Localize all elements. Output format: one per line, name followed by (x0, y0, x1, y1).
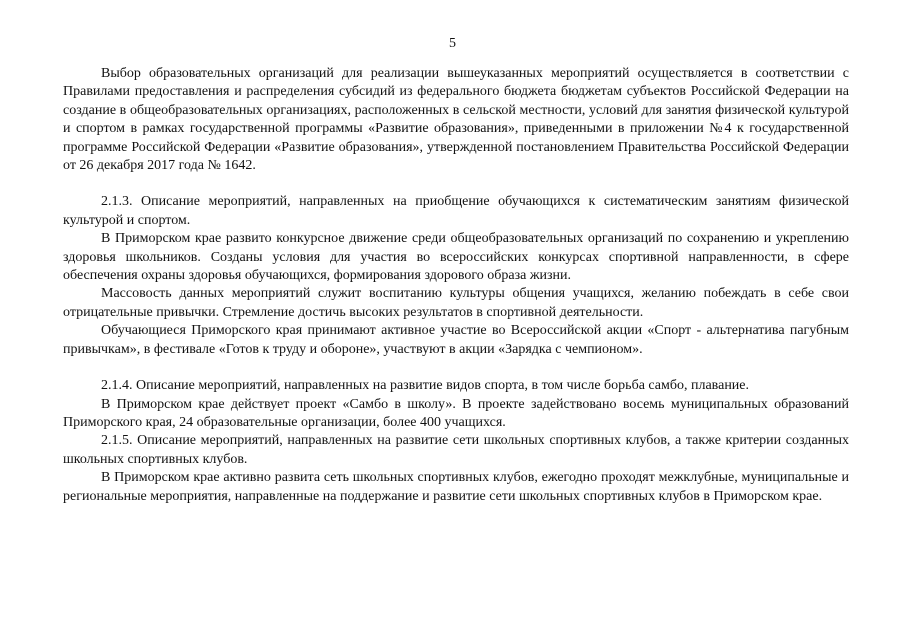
page-number: 5 (449, 36, 456, 51)
paragraph-sambo-project: В Приморском крае действует проект «Самбо в школу». В проекте задействовано восемь муниципальных образований Приморского края, 24 образовательные организации, более 400 учащихся. (63, 396, 849, 430)
section-heading-2-1-3: 2.1.3. Описание мероприятий, направленных на приобщение обучающихся к систематическим занятиям физической культурой и спортом. (63, 194, 849, 228)
section-heading-2-1-5: 2.1.5. Описание мероприятий, направленных на развитие сети школьных спортивных клубов, а также критерии созданных школьных спортивных клубов. (63, 433, 849, 467)
paragraph-selection-organizations: Выбор образовательных организаций для реализации вышеуказанных мероприятий осуществляется в соответствии с Правилами предоставления и распределения субсидий из федерального бюджета бюджетам субъектов Российской Федерации на создание в общеобразовательных организациях, расположенных в сельской местности, условий для занятия физической культурой и спортом в рамках государственной программы «Развитие образования», приведенными в приложении №4 к государственной программе Российской Федерации «Развитие образования», утвержденной постановлением Правительства Российской Федерации от 26 декабря 2017 года № 1642. (63, 66, 849, 174)
paragraph-mass-events: Массовость данных мероприятий служит воспитанию культуры общения учащихся, желанию побеждать в себе свои отрицательные привычки. Стремление достичь высоких результатов в спортивной деятельности. (63, 286, 849, 320)
paragraph-gap (63, 175, 849, 193)
paragraph-contest-movement: В Приморском крае развито конкурсное движение среди общеобразовательных организаций по сохранению и укреплению здоровья школьников. Созданы условия для участия во всероссийских конкурсах спортивной направленности, в сфере обеспечения охраны здоровья обучающихся, формирования здорового образа жизни. (63, 231, 849, 284)
paragraph-sports-clubs: В Приморском крае активно развита сеть школьных спортивных клубов, ежегодно проходят межклубные, муниципальные и региональные мероприятия, направленные на поддержание и развитие сети школьных спортивных клубов в Приморском крае. (63, 470, 849, 504)
document-body (63, 65, 849, 506)
paragraph-gap (63, 359, 849, 377)
section-heading-2-1-4: 2.1.4. Описание мероприятий, направленных на развитие видов спорта, в том числе борьба самбо, плавание. (101, 378, 750, 394)
paragraph-participation: Обучающиеся Приморского края принимают активное участие во Всероссийской акции «Спорт - альтернатива пагубным привычкам», в фестивале «Готов к труду и обороне», участвуют в акции «Зарядка с чемпионом». (63, 323, 849, 357)
